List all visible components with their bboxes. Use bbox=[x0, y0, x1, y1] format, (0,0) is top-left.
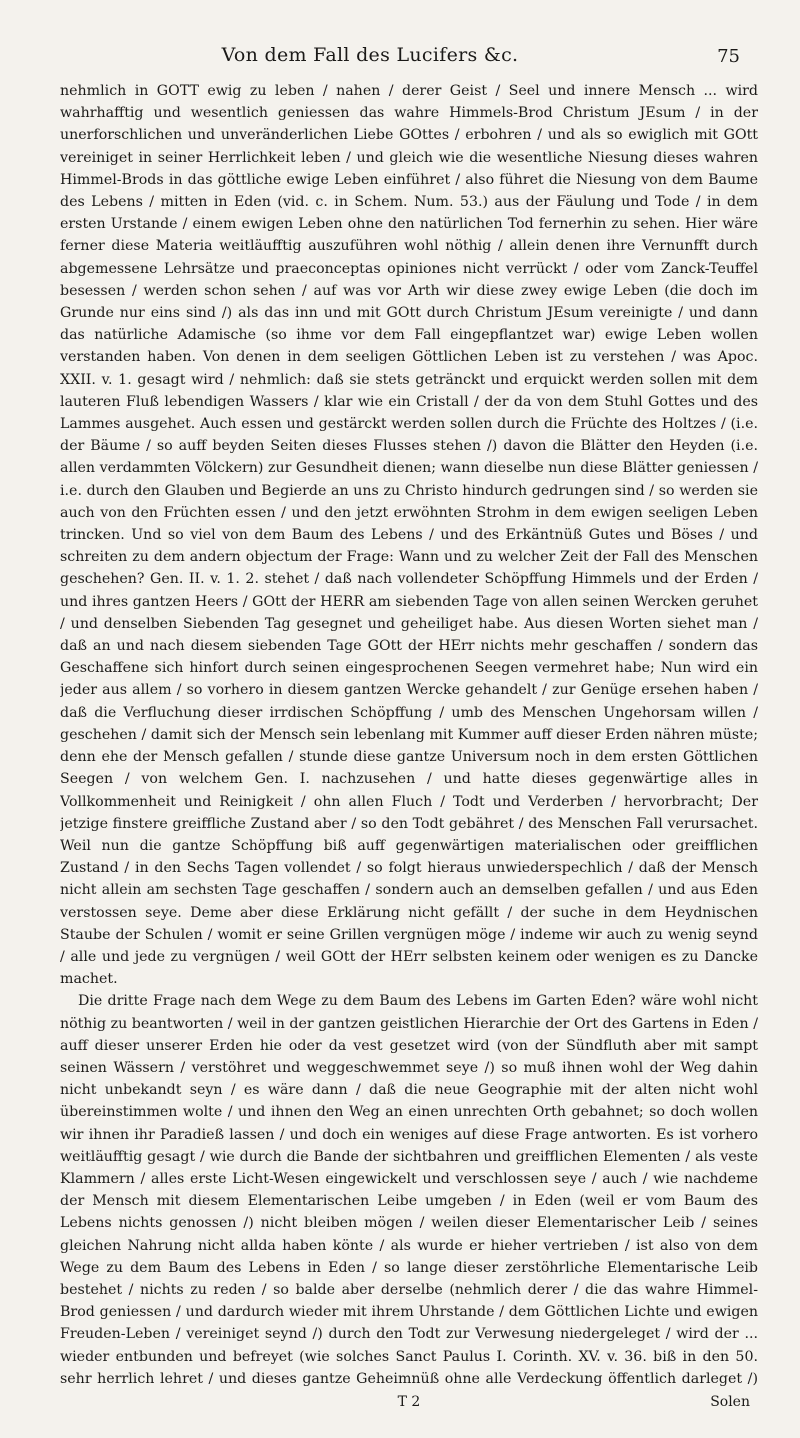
running-head: Von dem Fall des Lucifers &c. bbox=[221, 44, 519, 66]
page-footer bbox=[60, 1394, 758, 1420]
body-text bbox=[60, 80, 758, 1390]
catchword: Solen bbox=[710, 1394, 750, 1410]
paragraph: nehmlich in GOTT ewig zu leben / nahen / derer Geist / Seel und innere Mensch ... wird wahrhafftig und wesentlich geniessen das wahre Himmels-Brod Christum JEsum / in der unerforschlichen und unveränderlichen Liebe GOttes / erbohren / und als so ewiglich mit GOtt vereiniget in seiner Herrlichkeit leben / und gleich wie die wesentliche Niesung dieses wahren Himmel-Brods in das göttliche ewige Leben einführet / also führet die Niesung von dem Baume des Lebens / mitten in Eden (vid. c. in Schem. Num. 53.) aus der Fäulung und Tode / in dem ersten Urstande / einem ewigen Leben ohne den natürlichen Tod fernerhin zu sehen. Hier wäre ferner diese Materia weitläufftig auszuführen wohl nöthig / allein denen ihre Vernunfft durch abgemessene Lehrsätze und praeconceptas opiniones nicht verrückt / oder vom Zanck-Teuffel besessen / werden schon sehen / auf was vor Arth wir diese zwey ewige Leben (die doch im Grunde nur eins sind /) als das inn und mit GOtt durch Christum JEsum vereinigte / und dann das natürliche Adamische (so ihme vor dem Fall eingepflantzet war) ewige Leben wollen verstanden haben. Von denen in dem seeligen Göttlichen Leben ist zu verstehen / was Apoc. XXII. v. 1. gesagt wird / nehmlich: daß sie stets getränckt und erquickt werden sollen mit dem lauteren Fluß lebendigen Wassers / klar wie ein Cristall / der da von dem Stuhl Gottes und des Lammes ausgehet. Auch essen und gestärckt werden sollen durch die Früchte des Holtzes / (i.e. der Bäume / so auff beyden Seiten dieses Flusses stehen /) davon die Blätter den Heyden (i.e. allen verdammten Völckern) zur Gesundheit dienen; wann dieselbe nun diese Blätter geniessen / i.e. durch den Glauben und Begierde an uns zu Christo hindurch gedrungen sind / so werden sie auch von den Früchten essen / und den jetzt erwöhnten Strohm in dem ewigen seeligen Leben trincken. Und so viel von dem Baum des Lebens / und des Erkäntnüß Gutes und Böses / und schreiten zu dem andern objectum der Frage: Wann und zu welcher Zeit der Fall des Menschen geschehen? Gen. II. v. 1. 2. stehet / daß nach vollendeter Schöpffung Himmels und der Erden / und ihres gantzen Heers / GOtt der HERR am siebenden Tage von allen seinen Wercken geruhet / und denselben Siebenden Tag gesegnet und geheiliget habe. Aus diesen Worten siehet man / daß an und nach diesem siebenden Tage GOtt der HErr nichts mehr geschaffen / sondern das Geschaffene sich hinfort durch seinen eingesprochenen Seegen vermehret habe; Nun wird ein jeder aus allem / so vorhero in diesem gantzen Wercke gehandelt / zur Genüge ersehen haben / daß die Verfluchung dieser irrdischen Schöpffung / umb des Menschen Ungehorsam willen / geschehen / damit sich der Mensch sein lebenlang mit Kummer auff dieser Erden nähren müste; denn ehe der Mensch gefallen / stunde diese gantze Universum noch in dem ersten Göttlichen Seegen / von welchem Gen. I. nachzusehen / und hatte dieses gegenwärtige alles in Vollkommenheit und Reinigkeit / ohn allen Fluch / Todt und Verderben / hervorbracht; Der jetzige finstere greiffliche Zustand aber / so den Todt gebähret / des Menschen Fall verursachet. Weil nun die gantze Schöpffung biß auff gegenwärtigen materialischen oder greifflichen Zustand / in den Sechs Tagen vollendet / so folgt hieraus unwiederspechlich / daß der Mensch nicht allein am sechsten Tage geschaffen / sondern auch an demselben gefallen / und aus Eden verstossen seye. Deme aber diese Erklärung nicht gefällt / der suche in dem Heydnischen Staube der Schulen / womit er seine Grillen vergnügen möge / indeme wir auch zu wenig seynd / alle und jede zu vergnügen / weil GOtt der HErr selbsten keinem oder wenigen es zu Dancke machet. bbox=[60, 83, 758, 988]
page-header bbox=[60, 44, 740, 74]
paragraph: Die dritte Frage nach dem Wege zu dem Baum des Lebens im Garten Eden? wäre wohl nicht nöthig zu beantworten / weil in der gantzen geistlichen Hierarchie der Ort des Gartens in Eden / auff dieser unserer Erden hie oder da vest gesetzet wird (von der Sündfluth aber mit sampt seinen Wässern / verstöhret und weggeschwemmet seye /) so muß ihnen wohl der Weg dahin nicht unbekandt seyn / es wäre dann / daß die neue Geographie mit der alten nicht wohl übereinstimmen wolte / und ihnen den Weg an einen unrechten Orth gebahnet; so doch wollen wir ihnen ihr Paradieß lassen / und doch ein weniges auf diese Frage antworten. Es ist vorhero weitläufftig gesagt / wie durch die Bande der sichtbahren und greifflichen Elementen / als veste Klammern / alles erste Licht-Wesen eingewickelt und verschlossen seye / auch / wie nachdeme der Mensch mit diesem Elementarischen Leibe umgeben / in Eden (weil er vom Baum des Lebens nichts genossen /) nicht bleiben mögen / weilen dieser Elementarischer Leib / seines gleichen Nahrung nicht allda haben könte / als wurde er hieher vertrieben / ist also von dem Wege zu dem Baum des Lebens in Eden / so lange dieser zerstöhrliche Elementarische Leib bestehet / nichts zu reden / so balde aber derselbe (nehmlich derer / die das wahre Himmel-Brod geniessen / und dardurch wieder mit ihrem Uhrstande / dem Göttlichen Lichte und ewigen Freuden-Leben / vereiniget seynd /) durch den Todt zur Verwesung niedergeleget / wird der ... wieder entbunden und befreyet (wie solches Sanct Paulus I. Corinth. XV. v. 36. biß in den 50. sehr herrlich lehret / und dieses gantze Geheimnüß ohne alle Verdeckung öffentlich darleget /) bbox=[60, 993, 758, 1387]
signature-mark: T 2 bbox=[397, 1394, 421, 1410]
page-number: 75 bbox=[717, 46, 740, 67]
